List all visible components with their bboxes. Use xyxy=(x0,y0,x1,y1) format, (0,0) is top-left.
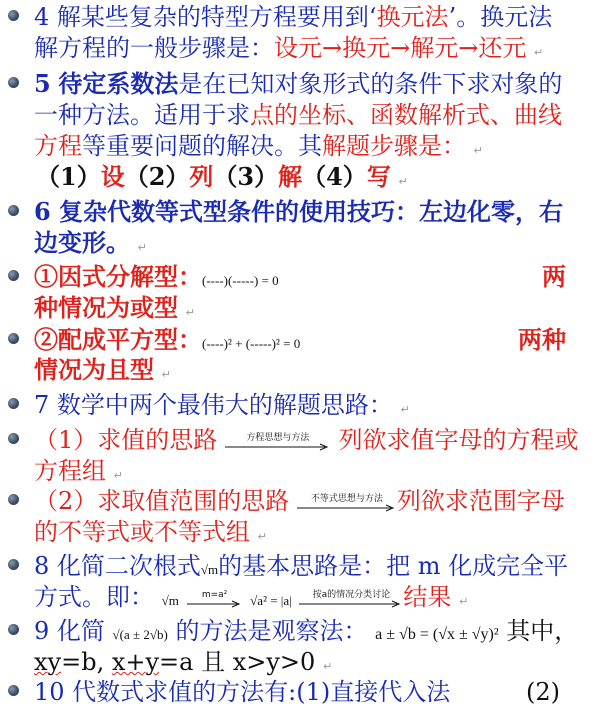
bullet xyxy=(8,398,19,409)
line-20: 9 化简 √(a ± 2√b) 的方法是观察法： a ± √b = (√x ± √y)² 其中， xyxy=(34,617,579,645)
line-11: ②配成平方型：(----)² + (-----)² = 0 两种 xyxy=(34,325,566,354)
formula-squares: (----)² + (-----)² = 0 xyxy=(202,336,301,351)
line-8: 边变形。 ↵ xyxy=(34,228,147,257)
bullet xyxy=(8,433,19,444)
nested-radical: √(a ± 2√b) xyxy=(112,627,168,642)
bullet xyxy=(8,685,19,696)
right-arrow-icon xyxy=(297,504,397,512)
line-22: 10 代数式求值的方法有:(1)直接代入法 (2) xyxy=(34,678,560,706)
line-12: 情况为且型 ↵ xyxy=(34,355,171,384)
case-discussion-arrow: 按a的情况分类讨论 xyxy=(299,590,403,608)
line-18: 8 化简二次根式√m的基本思路是：把 m 化成完全平 xyxy=(34,552,569,580)
right-arrow-icon xyxy=(299,600,403,608)
bullet xyxy=(8,333,19,344)
square-substitution-arrow: m=a² xyxy=(187,590,243,608)
line-1: 4 解某些复杂的特型方程要用到‘换元法’。换元法 xyxy=(34,3,553,31)
bullet xyxy=(8,624,19,635)
formula-factored: (----)(-----) = 0 xyxy=(202,273,279,288)
bullet xyxy=(8,77,19,88)
bullet xyxy=(8,205,19,216)
root-m: √m xyxy=(200,562,219,577)
line-14: （1）求值的思路 方程思想与方法 列欲求值字母的方程或 xyxy=(34,426,579,454)
right-arrow-icon xyxy=(225,443,331,451)
line-4: 一种方法。适用于求点的坐标、函数解析式、曲线 xyxy=(34,101,562,129)
line-16: （2）求取值范围的思路 不等式思想与方法 列欲求范围字母 xyxy=(34,487,565,515)
line-9: ①因式分解型：(----)(-----) = 0 两 xyxy=(34,262,566,291)
right-arrow-icon xyxy=(187,600,243,608)
line-5: 方程等重要问题的解决。其解题步骤是： ↵ xyxy=(34,132,483,160)
line-15: 方程组 ↵ xyxy=(34,457,123,485)
line-2: 解方程的一般步骤是：设元→换元→解元→还元 ↵ xyxy=(34,34,544,62)
line-21: xy=b, x+y=a 且 x>y>0 ↵ xyxy=(34,648,333,676)
radical-identity: a ± √b = (√x ± √y)² xyxy=(375,626,499,643)
line-3: 5 待定系数法是在已知对象形式的条件下求对象的 xyxy=(34,69,563,98)
line-7: 6 复杂代数等式型条件的使用技巧：左边化零，右 xyxy=(34,197,564,226)
bullet xyxy=(8,270,19,281)
bullet xyxy=(8,10,19,21)
inequality-method-arrow: 不等式思想与方法 xyxy=(297,494,397,512)
line-10: 种情况为或型 ↵ xyxy=(34,293,195,322)
line-17: 的不等式或不等式组 ↵ xyxy=(34,518,267,546)
line-6: （1）设（2）列（3）解（4）写 ↵ xyxy=(36,162,408,191)
line-13: 7 数学中两个最伟大的解题思路： ↵ xyxy=(34,391,410,419)
line-19: 方式。即： √m m=a² √a² = |a| 按a的情况分类讨论 结果 ↵ xyxy=(34,583,469,611)
equation-method-arrow: 方程思想与方法 xyxy=(225,433,331,451)
bullet xyxy=(8,494,19,505)
bullet xyxy=(8,559,19,570)
